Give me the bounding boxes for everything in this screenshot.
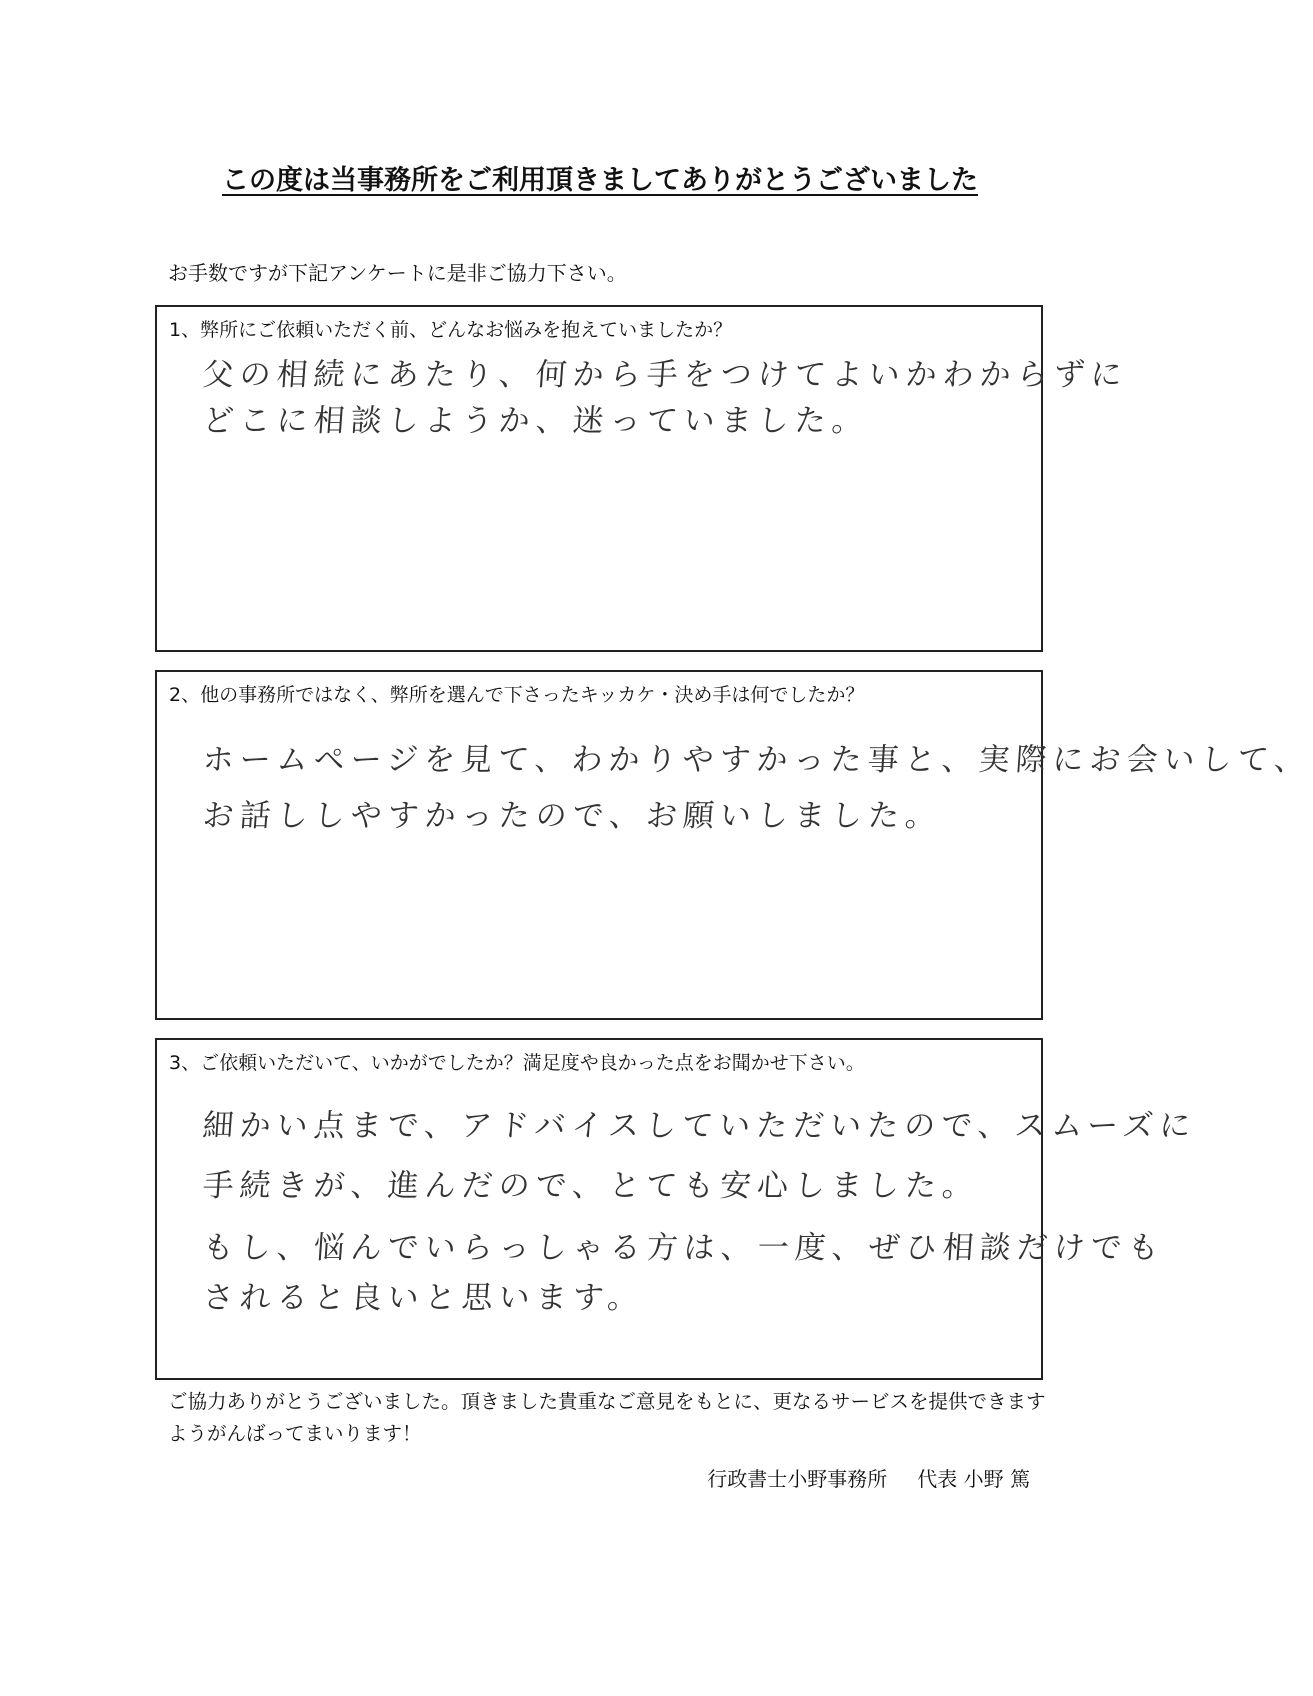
answer-1-line-2: どこに相談しようか、迷っていました。 — [201, 403, 871, 439]
question-1-label: 1、弊所にご依頼いただく前、どんなお悩みを抱えていましたか？ — [169, 319, 733, 341]
answer-3-line-1: 細かい点まで、アドバイスしていただいたので、スムーズに — [201, 1108, 1198, 1144]
answer-2-line-1: ホームページを見て、わかりやすかった事と、実際にお会いして、 — [201, 742, 1313, 778]
office-name: 行政書士小野事務所 — [707, 1467, 888, 1491]
representative-name: 代表 小野 篤 — [917, 1467, 1030, 1491]
question-box-2 — [155, 670, 1313, 1020]
signature — [707, 1463, 1030, 1492]
page-title: この度は当事務所をご利用頂きましてありがとうございました — [222, 165, 978, 196]
answer-1-line-1: 父の相続にあたり、何から手をつけてよいかわからずに — [201, 357, 1130, 393]
answer-3-line-2: 手続きが、進んだので、とても安心しました。 — [201, 1168, 981, 1204]
question-box-1 — [155, 305, 1130, 652]
answer-3-line-3: もし、悩んでいらっしゃる方は、一度、ぜひ相談だけでも — [201, 1230, 1167, 1266]
question-2-label: 2、他の事務所ではなく、弊所を選んで下さったキッカケ・決め手は何でしたか？ — [169, 684, 865, 706]
answer-3-line-4: されると良いと思います。 — [201, 1280, 646, 1316]
question-3-label: 3、ご依頼いただいて、いかがでしたか？満足度や良かった点をお聞かせ下さい。 — [169, 1052, 865, 1074]
closing-message: ご協力ありがとうございました。頂きました貴重なご意見をもとに、更なるサービスを提供できますようがんばってまいります！ — [168, 1390, 1046, 1445]
intro-text: お手数ですが下記アンケートに是非ご協力下さい。 — [168, 261, 627, 285]
answer-2-line-2: お話ししやすかったので、お願いしました。 — [201, 798, 944, 834]
question-box-3 — [155, 1038, 1198, 1380]
